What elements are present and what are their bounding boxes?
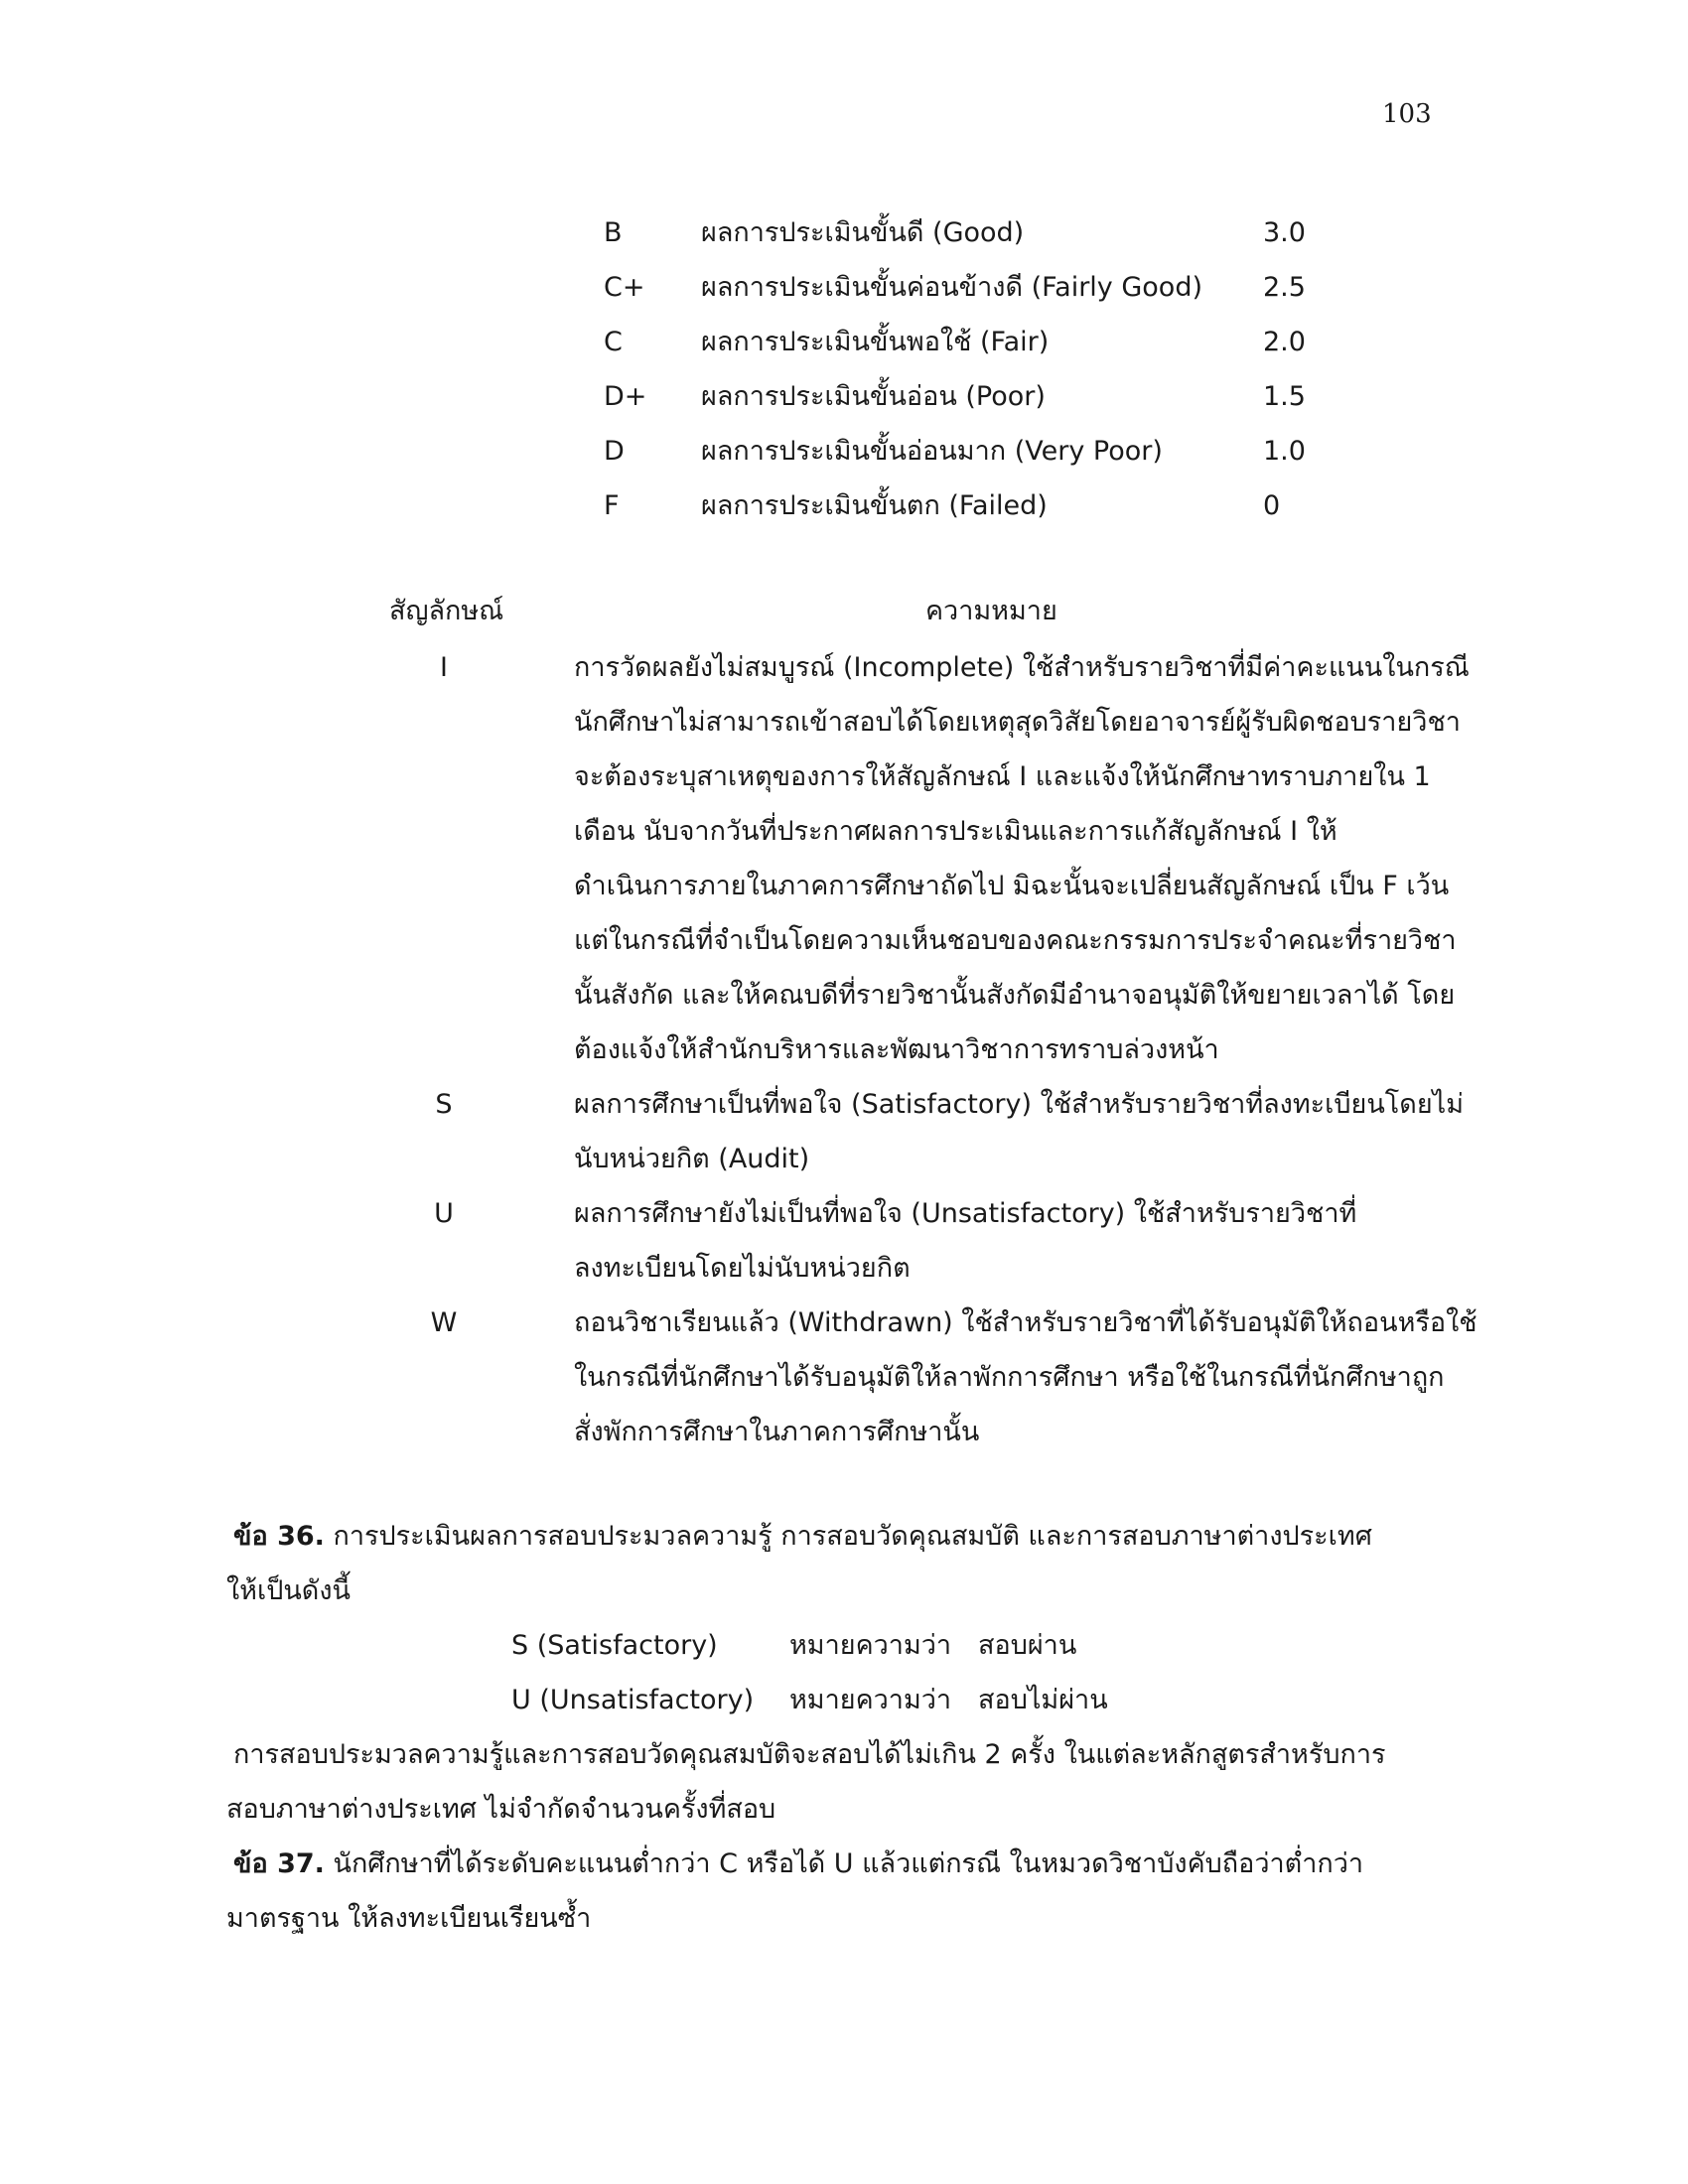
text-line: ถอนวิชาเรียนแล้ว (Withdrawn) ใช้สำหรับรายวิชาที่ได้รับอนุมัติให้ถอนหรือใช้ [574, 1307, 1477, 1338]
text-line: ต้องแจ้งให้สำนักบริหารและพัฒนาวิชาการทราบล่วงหน้า [574, 1034, 1219, 1065]
grade-letter: D [604, 436, 625, 467]
text-line: เดือน นับจากวันที่ประกาศผลการประเมินและการแก้สัญลักษณ์ I ให้ [574, 816, 1337, 847]
symbol-entry-withdrawn [417, 1296, 1477, 1459]
grade-letter: B [604, 217, 623, 248]
exam-result-table [511, 1618, 1206, 1727]
symbol-meaning [574, 1077, 1465, 1186]
means-label: หมายความว่า [789, 1685, 952, 1715]
result-letter: S [511, 1630, 529, 1661]
symbol-meaning [574, 1186, 1408, 1296]
symbol-entry-unsatisfactory [417, 1186, 1420, 1296]
text-line: ลงทะเบียนโดยไม่นับหน่วยกิต [574, 1253, 911, 1284]
result-code [511, 1673, 754, 1727]
text-line: ผลการศึกษาเป็นที่พอใจ (Satisfactory) ใช้สำหรับรายวิชาที่ลงทะเบียนโดยไม่ [574, 1089, 1465, 1120]
grade-row [604, 205, 1319, 260]
grade-description: ผลการประเมินขั้นอ่อน (Poor) [701, 381, 1046, 412]
symbol-meaning [574, 640, 1470, 1077]
exam-attempts-paragraph [226, 1727, 1435, 1837]
article-36 [226, 1509, 1435, 1618]
text-line: ในกรณีที่นักศึกษาได้รับอนุมัติให้ลาพักการศึกษา หรือใช้ในกรณีที่นักศึกษาถูก [574, 1362, 1445, 1393]
grade-table [604, 205, 1319, 533]
article-label: ข้อ 37. [233, 1848, 325, 1879]
text-line: นั้นสังกัด และให้คณบดีที่รายวิชานั้นสังกัดมีอำนาจอนุมัติให้ขยายเวลาได้ โดย [574, 980, 1456, 1011]
exam-result-row [511, 1618, 1206, 1673]
grade-row [604, 315, 1319, 369]
result-code [511, 1618, 718, 1673]
text-line: สอบภาษาต่างประเทศ ไม่จำกัดจำนวนครั้งที่สอบ [226, 1794, 776, 1825]
symbol-table-header [389, 592, 1382, 631]
grade-value: 3.0 [1263, 217, 1306, 248]
exam-result-row [511, 1673, 1206, 1727]
text-line: ดำเนินการภายในภาคการศึกษาถัดไป มิฉะนั้นจะเปลี่ยนสัญลักษณ์ เป็น F เว้น [574, 871, 1450, 901]
means-label: หมายความว่า [789, 1630, 952, 1661]
text-line: การวัดผลยังไม่สมบูรณ์ (Incomplete) ใช้สำหรับรายวิชาที่มีค่าคะแนนในกรณี [574, 652, 1470, 683]
article-text: นักศึกษาที่ได้ระดับคะแนนต่ำกว่า C หรือได้ U แล้วแต่กรณี ในหมวดวิชาบังคับถือว่าต่ำกว่า [324, 1848, 1364, 1879]
text-line [233, 1509, 1435, 1564]
text-line: จะต้องระบุสาเหตุของการให้สัญลักษณ์ I และแจ้งให้นักศึกษาทราบภายใน 1 [574, 761, 1431, 792]
grade-letter: F [604, 490, 620, 521]
symbol-code: I [440, 652, 448, 683]
page-number: 103 [1382, 99, 1432, 129]
symbol-code: U [434, 1198, 454, 1229]
symbol-meaning [574, 1296, 1477, 1459]
article-label: ข้อ 36. [233, 1521, 325, 1552]
article-text: การประเมินผลการสอบประมวลความรู้ การสอบวัดคุณสมบัติ และการสอบภาษาต่างประเทศ [324, 1521, 1372, 1552]
grade-description: ผลการประเมินขั้นค่อนข้างดี (Fairly Good) [701, 272, 1202, 303]
grade-value: 2.0 [1263, 327, 1306, 357]
grade-value: 0 [1263, 490, 1281, 521]
symbol-column-heading: สัญลักษณ์ [389, 596, 504, 626]
grade-description: ผลการประเมินขั้นอ่อนมาก (Very Poor) [701, 436, 1163, 467]
grade-description: ผลการประเมินขั้นตก (Failed) [701, 490, 1048, 521]
grade-value: 1.0 [1263, 436, 1306, 467]
symbol-entry-satisfactory [417, 1077, 1465, 1186]
text-line: ให้เป็นดังนี้ [226, 1575, 351, 1606]
grade-row [604, 369, 1319, 424]
grade-value: 2.5 [1263, 272, 1306, 303]
grade-letter: C+ [604, 272, 645, 303]
meaning-column-heading: ความหมาย [925, 596, 1057, 626]
symbol-table [417, 640, 1477, 1459]
text-line: ผลการศึกษายังไม่เป็นที่พอใจ (Unsatisfactory) ใช้สำหรับรายวิชาที่ [574, 1198, 1357, 1229]
text-line: แต่ในกรณีที่จำเป็นโดยความเห็นชอบของคณะกรรมการประจำคณะที่รายวิชา [574, 925, 1457, 956]
symbol-code: S [435, 1089, 453, 1120]
grade-description: ผลการประเมินขั้นดี (Good) [701, 217, 1025, 248]
symbol-code: W [430, 1307, 458, 1338]
result-label: (Satisfactory) [528, 1630, 718, 1661]
text-line: มาตรฐาน ให้ลงทะเบียนเรียนซ้ำ [226, 1903, 592, 1934]
text-line: สั่งพักการศึกษาในภาคการศึกษานั้น [574, 1417, 980, 1447]
result-label: (Unsatisfactory) [530, 1685, 755, 1715]
grade-row [604, 424, 1319, 478]
symbol-entry-incomplete [417, 640, 1470, 1077]
grade-row [604, 478, 1319, 533]
grade-value: 1.5 [1263, 381, 1306, 412]
grade-letter: C [604, 327, 623, 357]
result-letter: U [511, 1685, 531, 1715]
grade-letter: D+ [604, 381, 647, 412]
grade-row [604, 260, 1319, 315]
result-meaning: สอบผ่าน [978, 1630, 1077, 1661]
text-line: นับหน่วยกิต (Audit) [574, 1144, 810, 1174]
text-line: การสอบประมวลความรู้และการสอบวัดคุณสมบัติจะสอบได้ไม่เกิน 2 ครั้ง ในแต่ละหลักสูตรสำหรับการ [233, 1739, 1386, 1770]
result-meaning: สอบไม่ผ่าน [978, 1685, 1108, 1715]
text-line [233, 1837, 1435, 1891]
text-line: นักศึกษาไม่สามารถเข้าสอบได้โดยเหตุสุดวิสัยโดยอาจารย์ผู้รับผิดชอบรายวิชา [574, 707, 1461, 738]
article-37 [226, 1837, 1435, 1946]
grade-description: ผลการประเมินขั้นพอใช้ (Fair) [701, 327, 1050, 357]
